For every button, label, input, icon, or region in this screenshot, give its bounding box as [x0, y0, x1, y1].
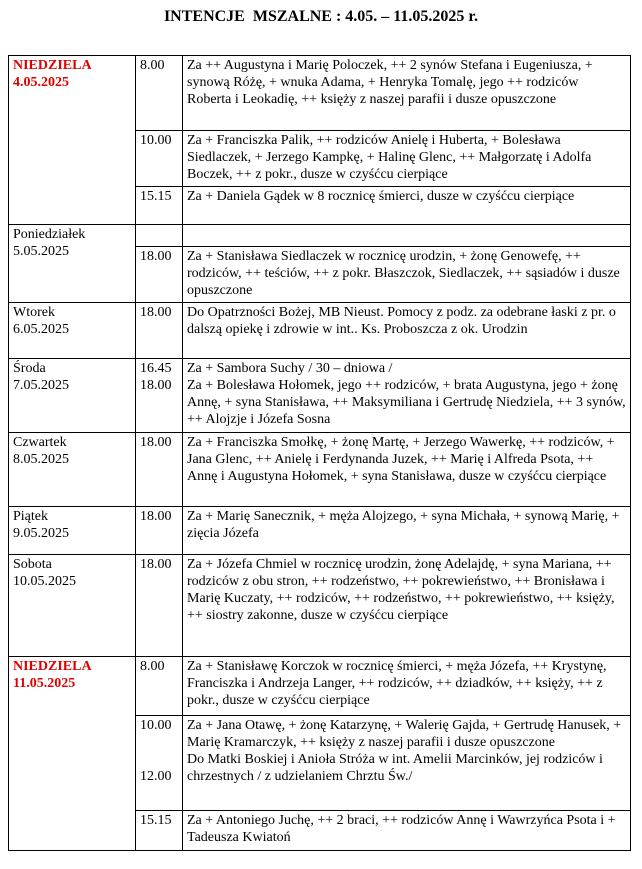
day-cell: Piątek 9.05.2025: [9, 507, 136, 555]
intention-cell: Do Opatrzności Bożej, MB Nieust. Pomocy z podz. za odebrane łaski z pr. o dalszą opiekę i zdrowie w int.. Ks. Proboszcza z ok. Urodzin: [183, 303, 631, 359]
time-cell: 18.00: [136, 303, 183, 359]
table-row: [9, 303, 631, 359]
intention-cell: Za + Józefa Chmiel w rocznicę urodzin, żonę Adelajdę, + syna Mariana, ++ rodziców z obu stron, ++ rodzeństwo, ++ pokrewieństwo, ++ Bronisława i Marię Kuczaty, ++ rodziców, ++ rodzeństwo, ++ pokrewieństwo, ++ księży, ++ siostry zakonne, dusze w czyśćcu cierpiące: [183, 555, 631, 657]
intention-cell: Za + Jana Otawę, + żonę Katarzynę, + Walerię Gajda, + Gertrudę Hanusek, + Marię Kramarczyk, ++ księży z naszej parafii i dusze opuszczone Do Matki Boskiej i Anioła Stróża w int. Amelii Marcinków, jej rodziców i chrzestnych / z udzielaniem Chrztu Św./: [183, 716, 631, 811]
time-cell: 15.15: [136, 187, 183, 225]
mass-intentions-table: [8, 55, 631, 851]
time-cell: 8.00: [136, 56, 183, 131]
table-row: [9, 56, 631, 131]
intention-cell: Za + Sambora Suchy / 30 – dniowa / Za + Bolesława Hołomek, jego ++ rodziców, + brata Augustyna, jego + żonę Annę, + syna Stanisława, ++ Maksymiliana i Gertrudę Niedziela, ++ 3 synów, ++ Alojzje i Józefa Sosna: [183, 359, 631, 433]
time-cell: 18.00: [136, 433, 183, 507]
time-cell: [136, 225, 183, 247]
day-cell: Wtorek 6.05.2025: [9, 303, 136, 359]
table-row: [9, 657, 631, 716]
page-title: INTENCJE MSZALNE : 4.05. – 11.05.2025 r.: [163, 8, 479, 25]
time-cell: 16.45 18.00: [136, 359, 183, 433]
time-cell: 10.00: [136, 131, 183, 187]
day-cell: Czwartek 8.05.2025: [9, 433, 136, 507]
time-cell: 10.00 12.00: [136, 716, 183, 811]
day-cell: Poniedziałek 5.05.2025: [9, 225, 136, 303]
intention-cell: Za + Marię Sanecznik, + męża Alojzego, + syna Michała, + synową Marię, + zięcia Józefa: [183, 507, 631, 555]
intention-cell: Za + Daniela Gądek w 8 rocznicę śmierci, dusze w czyśćcu cierpiące: [183, 187, 631, 225]
intention-cell: Za + Antoniego Juchę, ++ 2 braci, ++ rodziców Annę i Wawrzyńca Psota i + Tadeusza Kwiatoń: [183, 811, 631, 851]
time-cell: 18.00: [136, 507, 183, 555]
table-row: [9, 507, 631, 555]
time-cell: 18.00: [136, 555, 183, 657]
time-cell: 8.00: [136, 657, 183, 716]
time-cell: 18.00: [136, 247, 183, 303]
table-row: [9, 359, 631, 433]
table-row: [9, 433, 631, 507]
day-cell: Sobota 10.05.2025: [9, 555, 136, 657]
intention-cell: Za + Franciszka Palik, ++ rodziców Anielę i Huberta, + Bolesława Siedlaczek, + Jerzego Kampkę, + Halinę Glenc, ++ Małgorzatę i Adolfa Boczek, ++ z pokr., dusze w czyśćcu cierpiące: [183, 131, 631, 187]
intention-cell: Za ++ Augustyna i Marię Poloczek, ++ 2 synów Stefana i Eugeniusza, + synową Różę, + wnuka Adama, + Henryka Tomalę, jego ++ rodziców Roberta i Leokadię, ++ księży z naszej parafii i dusze opuszczone: [183, 56, 631, 131]
day-cell: Środa 7.05.2025: [9, 359, 136, 433]
table-row: [9, 225, 631, 247]
intention-cell: Za + Stanisława Siedlaczek w rocznicę urodzin, + żonę Genowefę, ++ rodziców, ++ teściów, ++ z pokr. Błaszczok, Siedlaczek, ++ sąsiadów i dusze opuszczone: [183, 247, 631, 303]
intention-cell: Za + Stanisławę Korczok w rocznicę śmierci, + męża Józefa, ++ Krystynę, Franciszka i Andrzeja Langer, ++ rodziców, ++ dziadków, ++ księży, ++ z pokr., dusze w czyśćcu cierpiące: [183, 657, 631, 716]
day-cell: NIEDZIELA 4.05.2025: [9, 56, 136, 225]
table-row: [9, 555, 631, 657]
time-cell: 15.15: [136, 811, 183, 851]
day-cell: NIEDZIELA 11.05.2025: [9, 657, 136, 851]
intention-cell: [183, 225, 631, 247]
intention-cell: Za + Franciszka Smołkę, + żonę Martę, + Jerzego Wawerkę, ++ rodziców, + Jana Glenc, ++ Anielę i Ferdynanda Juzek, ++ Marię i Alfreda Psota, ++ Annę i Augustyna Hołomek, + syna Stanisława, dusze w czyśćcu cierpiące: [183, 433, 631, 507]
